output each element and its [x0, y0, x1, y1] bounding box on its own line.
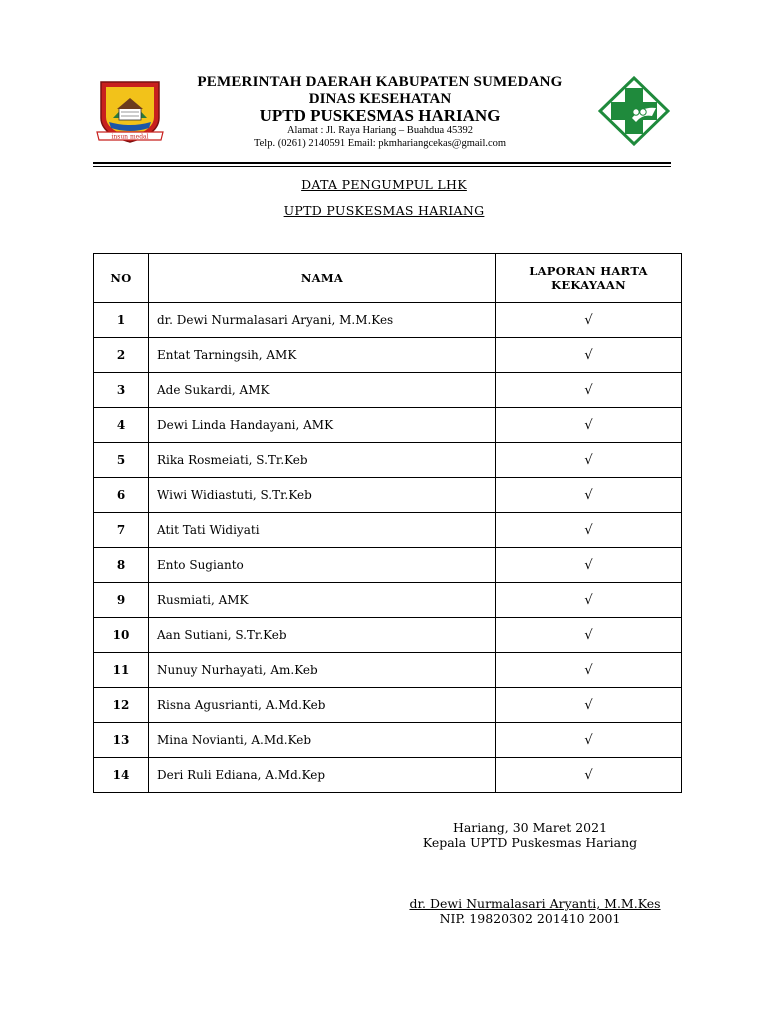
row-no: 6 [94, 478, 149, 513]
row-lhk-check: √ [496, 513, 682, 548]
row-lhk-check: √ [496, 443, 682, 478]
table-row [94, 373, 682, 408]
row-no: 10 [94, 618, 149, 653]
table-row [94, 338, 682, 373]
signature-place-date: Hariang, 30 Maret 2021 [452, 820, 608, 835]
table-row [94, 618, 682, 653]
row-lhk-check: √ [496, 723, 682, 758]
row-no: 12 [94, 688, 149, 723]
kop-institution: UPTD PUSKESMAS HARIANG [259, 106, 501, 125]
row-no: 9 [94, 583, 149, 618]
sumedang-crest-icon [95, 78, 165, 148]
row-lhk-check: √ [496, 653, 682, 688]
row-nama: Atit Tati Widiyati [149, 513, 496, 548]
row-nama: Deri Ruli Ediana, A.Md.Kep [149, 758, 496, 793]
header-lhk-line1: LAPORAN HARTA [529, 264, 648, 278]
table-row [94, 688, 682, 723]
row-no: 7 [94, 513, 149, 548]
table-row [94, 443, 682, 478]
letterhead [0, 0, 768, 170]
header-lhk-line2: KEKAYAAN [551, 278, 626, 292]
row-no: 3 [94, 373, 149, 408]
row-nama: Mina Novianti, A.Md.Keb [149, 723, 496, 758]
header-lhk [496, 254, 682, 303]
row-no: 2 [94, 338, 149, 373]
row-nama: Rusmiati, AMK [149, 583, 496, 618]
row-nama: Ade Sukardi, AMK [149, 373, 496, 408]
table-row [94, 583, 682, 618]
signature-position: Kepala UPTD Puskesmas Hariang [422, 835, 638, 850]
svg-text:insun medal: insun medal [111, 133, 149, 141]
row-nama: Aan Sutiani, S.Tr.Keb [149, 618, 496, 653]
table-row [94, 758, 682, 793]
row-no: 5 [94, 443, 149, 478]
letterhead-divider-thick [93, 162, 671, 164]
row-lhk-check: √ [496, 338, 682, 373]
signature-name: dr. Dewi Nurmalasari Aryanti, M.M.Kes [409, 896, 661, 911]
row-no: 1 [94, 303, 149, 338]
row-lhk-check: √ [496, 758, 682, 793]
row-lhk-check: √ [496, 303, 682, 338]
table-row [94, 408, 682, 443]
row-lhk-check: √ [496, 618, 682, 653]
lhk-table [93, 253, 682, 793]
header-nama: NAMA [149, 254, 496, 303]
row-no: 4 [94, 408, 149, 443]
letterhead-divider-thin [93, 166, 671, 167]
row-no: 13 [94, 723, 149, 758]
kop-address: Alamat : Jl. Raya Hariang – Buahdua 45392 [286, 125, 474, 136]
table-header-row [94, 254, 682, 303]
row-no: 8 [94, 548, 149, 583]
row-lhk-check: √ [496, 408, 682, 443]
row-nama: Rika Rosmeiati, S.Tr.Keb [149, 443, 496, 478]
puskesmas-logo-icon [598, 76, 670, 146]
row-lhk-check: √ [496, 478, 682, 513]
table-row [94, 478, 682, 513]
document-subtitle: UPTD PUSKESMAS HARIANG [283, 203, 485, 218]
row-nama: Risna Agusrianti, A.Md.Keb [149, 688, 496, 723]
row-nama: Wiwi Widiastuti, S.Tr.Keb [149, 478, 496, 513]
row-no: 14 [94, 758, 149, 793]
row-lhk-check: √ [496, 583, 682, 618]
table-row [94, 653, 682, 688]
row-no: 11 [94, 653, 149, 688]
table-row [94, 303, 682, 338]
table-row [94, 513, 682, 548]
row-nama: Nunuy Nurhayati, Am.Keb [149, 653, 496, 688]
row-nama: Dewi Linda Handayani, AMK [149, 408, 496, 443]
kop-government-name: PEMERINTAH DAERAH KABUPATEN SUMEDANG [197, 74, 563, 90]
row-nama: Entat Tarningsih, AMK [149, 338, 496, 373]
kop-department: DINAS KESEHATAN [308, 91, 452, 107]
signature-nip: NIP. 19820302 201410 2001 [439, 911, 621, 926]
table-row [94, 548, 682, 583]
table-row [94, 723, 682, 758]
document-title: DATA PENGUMPUL LHK [301, 177, 467, 192]
kop-contact: Telp. (0261) 2140591 Email: pkmhariangcekas@gmail.com [253, 138, 507, 149]
row-nama: Ento Sugianto [149, 548, 496, 583]
header-no: NO [94, 254, 149, 303]
row-lhk-check: √ [496, 373, 682, 408]
row-lhk-check: √ [496, 688, 682, 723]
row-nama: dr. Dewi Nurmalasari Aryani, M.M.Kes [149, 303, 496, 338]
row-lhk-check: √ [496, 548, 682, 583]
